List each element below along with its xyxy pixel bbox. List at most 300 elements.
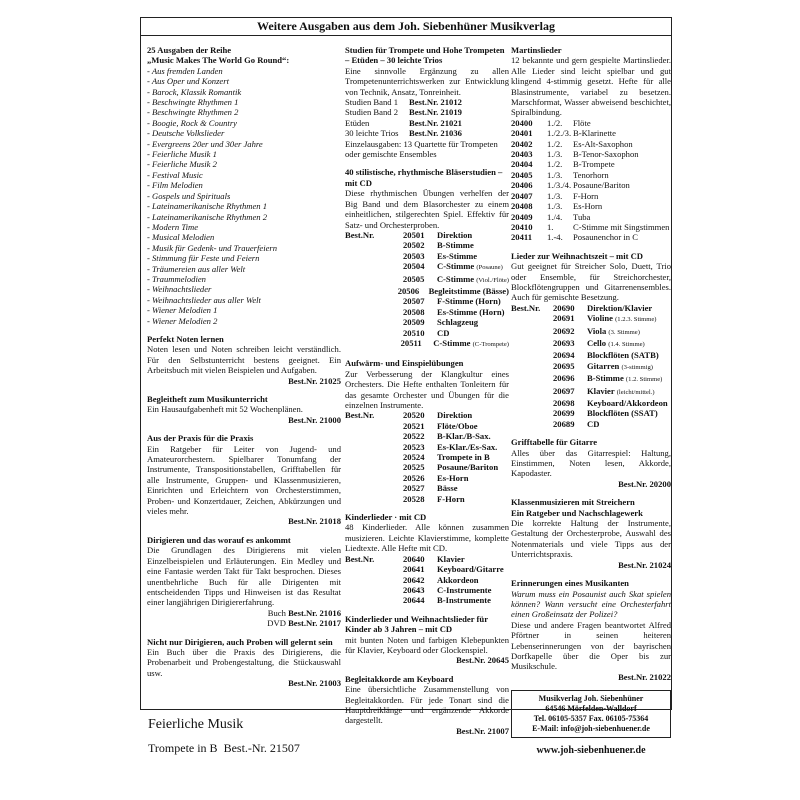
- table-row: [511, 408, 671, 418]
- table-row: [511, 361, 671, 373]
- order-number: Best.Nr. 21022: [618, 671, 671, 682]
- order-label: [345, 338, 401, 350]
- catalog-header: Weitere Ausgaben aus dem Joh. Siebenhüner Musikverlag: [141, 18, 671, 36]
- item-name: Viola (3. Stimme): [587, 325, 640, 336]
- item-name: C-Stimme (C-Trompete): [433, 337, 509, 348]
- order-label: [511, 419, 553, 429]
- edition-label: Etüden: [345, 117, 370, 128]
- order-number: 20410: [511, 221, 533, 232]
- footer-order-line: [148, 741, 300, 756]
- section-text-italic: Warum muss ein Posaunist auch Skat spielen können? Wann versucht eine Orchesterfahrt einen Großeinsatz der Polizei?: [511, 588, 671, 620]
- order-row: [147, 618, 341, 628]
- order-label: Best.Nr.: [345, 553, 375, 564]
- order-label: [511, 398, 553, 408]
- section-text: Die korrekte Haltung der Instrumente, Gestaltung der Orchesterprobe, Auswahl des Notenmaterials und viele Tipps aus der Unterrichtspraxis.: [511, 518, 671, 560]
- item-note: (1.2.3. Stimme): [615, 316, 657, 324]
- instrument-name: Posaune/Bariton: [573, 180, 630, 191]
- table-row: [511, 303, 671, 313]
- order-number: 20643: [403, 584, 425, 595]
- table-row: [511, 139, 671, 149]
- series-subtitle: „Music Makes The World Go Round“:: [147, 55, 290, 66]
- table-row: [345, 251, 509, 261]
- order-number: 20698: [553, 398, 575, 408]
- series-item: - Stimmung für Feste und Feiern: [147, 253, 260, 264]
- klassen-section: [511, 497, 671, 570]
- order-label: [511, 408, 553, 418]
- instrument-name: Tuba: [573, 211, 591, 222]
- table-row: [345, 338, 509, 350]
- voice-parts: 1.-4.: [547, 232, 563, 243]
- order-number: 20508: [403, 306, 425, 317]
- grifftabelle-section: [511, 437, 671, 489]
- order-number: 20403: [511, 149, 533, 160]
- section-text: Alles über das Gitarrespiel: Haltung, Einstimmen, Noten lesen, Akkorde, Kapodaster.: [511, 447, 671, 479]
- order-number: 20525: [403, 462, 425, 473]
- table-row: [345, 585, 509, 595]
- order-number: Best.Nr. 21012: [409, 97, 462, 108]
- voice-parts: 1./2.: [547, 117, 563, 128]
- order-row: [345, 107, 509, 117]
- order-number: 20522: [403, 431, 425, 442]
- order-number: 20404: [511, 159, 533, 170]
- table-row: [345, 230, 509, 240]
- section-title: Begleitheft zum Musikunterricht: [147, 394, 268, 404]
- order-label: [345, 240, 403, 250]
- order-number: 20401: [511, 128, 533, 139]
- series-item: - Weihnachtslieder: [147, 284, 212, 295]
- table-row: [345, 286, 509, 296]
- series-item: - Festival Music: [147, 169, 203, 180]
- table-row: [511, 222, 671, 232]
- series-item: - Feierliche Musik 1: [147, 149, 217, 160]
- publisher-website-link[interactable]: www.joh-siebenhuener.de: [536, 745, 646, 757]
- item-name: B-Stimme: [437, 240, 474, 251]
- section-title: Begleitakkorde am Keyboard: [345, 673, 454, 684]
- series-title: 25 Ausgaben der Reihe: [147, 45, 232, 55]
- order-number: 20501: [403, 229, 425, 240]
- table-row: [345, 274, 509, 286]
- weihnachtszeit-section: [511, 251, 671, 430]
- order-label: Best.Nr.: [345, 229, 375, 240]
- series-item: - Wiener Melodien 1: [147, 305, 218, 316]
- table-row: [511, 118, 671, 128]
- order-number: 20409: [511, 211, 533, 222]
- publisher-line: Tel. 06105-5357 Fax. 06105-75364: [533, 714, 649, 724]
- table-row: [345, 564, 509, 574]
- order-number: 20692: [553, 325, 575, 336]
- instrument-name: B-Trompete: [573, 159, 615, 170]
- item-name: C-Instrumente: [437, 584, 492, 595]
- order-number: 20642: [403, 574, 425, 585]
- series-item: - Modern Time: [147, 221, 199, 232]
- item-name: CD: [437, 327, 450, 338]
- order-number: 20506: [397, 285, 420, 296]
- voice-parts: 1./3.: [547, 190, 563, 201]
- order-label: [345, 274, 403, 286]
- order-row: [147, 608, 341, 618]
- order-label: [345, 431, 403, 441]
- table-row: [511, 212, 671, 222]
- table-row: [511, 149, 671, 159]
- item-name: B-Stimme (1.2. Stimme): [587, 373, 663, 384]
- item-name: Es-Klar./Es-Sax.: [437, 441, 498, 452]
- item-name: B-Klar./B-Sax.: [437, 431, 491, 442]
- section-text: Zur Verbesserung der Klangkultur eines Orchesters. Die Hefte enthalten Tonleitern für das gesamte Orchester und Übungen für die einzelnen Instrumente.: [345, 368, 509, 410]
- section-text: Ein Ratgeber für Leiter von Jugend- und Amateurorchestern. Spielbarer Tonumfang der Instrumente, Transpositionstabellen, Grifftabellen für alle Instrumente, Gruppen- und Klassenmusizieren, Einrichten und Erleichtern von Orchesterstimmen, Proben- und Konzertdauer, Zeichen, Abkürzungen und vieles mehr.: [147, 443, 341, 517]
- section-text: Ein Buch über die Praxis des Dirigierens, die Probenarbeit und Probengestaltung, die Stückauswahl usw.: [147, 646, 341, 678]
- section-title: 40 stilistische, rhythmische Bläserstudien – mit CD: [345, 167, 503, 188]
- item-name: Akkordeon: [437, 574, 479, 585]
- section-title: Klassenmusizieren mit Streichern: [511, 497, 635, 508]
- series-item: - Barock, Klassik Romantik: [147, 86, 242, 97]
- section-note: Einzelausgaben: 13 Quartette für Trompeten oder gemischte Ensembles: [345, 138, 498, 160]
- kinder-table: [345, 554, 509, 606]
- table-row: [345, 442, 509, 452]
- publisher-line: E-Mail: info@joh-siebenhuener.de: [532, 724, 650, 734]
- order-row: [345, 128, 509, 138]
- item-note: (leicht/mittel.): [616, 388, 655, 396]
- item-name: Keyboard/Akkordeon: [587, 398, 668, 408]
- section-text: 12 bekannte und gern gespielte Martinslieder. Alle Lieder sind leicht spielbar und gut klingend 4-stimmig gesetzt. Hefte für alle Blasinstrumente, variabel zu besetzen. Marschformat, Wasser abweisend beschichtet, Spiralbindung.: [511, 55, 671, 118]
- order-number: Best.Nr. 21024: [618, 559, 671, 570]
- order-number: 20526: [403, 472, 425, 483]
- order-number: 20528: [403, 493, 425, 504]
- order-number: 20690: [553, 302, 575, 313]
- table-row: [345, 317, 509, 327]
- table-row: [345, 431, 509, 441]
- table-row: [511, 338, 671, 350]
- footer-order-number: Best.-Nr. 21507: [223, 741, 300, 755]
- table-row: [511, 191, 671, 201]
- martinslieder-section: [511, 45, 671, 243]
- item-note: (3. Stimme): [608, 328, 640, 336]
- order-number: Best.Nr. 21019: [409, 107, 462, 118]
- item-name: Flöte/Oboe: [437, 420, 478, 431]
- item-name: Klavier (leicht/mittel.): [587, 385, 655, 396]
- publisher-line: 64546 Mörfelden-Walldorf: [545, 704, 637, 714]
- section-text: Noten lesen und Noten schreiben leicht verständlich. Für den Selbstunterricht bestens geeignet. Ein Arbeitsbuch mit vielen Beispielen und Aufgaben.: [147, 344, 341, 376]
- order-number: 20400: [511, 117, 533, 128]
- order-label: [511, 338, 553, 350]
- order-number: Best.Nr. 21016: [288, 607, 341, 618]
- item-name: B-Instrumente: [437, 595, 491, 606]
- footer-instrument: Trompete in B: [148, 741, 218, 755]
- studien-section: [345, 45, 509, 159]
- table-row: [511, 419, 671, 429]
- order-number: 20689: [553, 418, 575, 429]
- studien-table: [345, 97, 509, 139]
- table-row: [345, 595, 509, 605]
- order-number: 20511: [400, 337, 422, 348]
- table-row: [511, 313, 671, 325]
- section-text: Eine sinnvolle Ergänzung zu allen Trompetenunterrichtswerken zur Entwicklung von Technik, Ansatz, Tonreinheit.: [345, 65, 509, 97]
- table-row: [345, 410, 509, 420]
- order-number: 20503: [403, 250, 425, 261]
- order-number: 20402: [511, 138, 533, 149]
- table-row: [345, 483, 509, 493]
- item-name: F-Horn: [437, 493, 465, 504]
- kinder-weihnacht-section: [345, 614, 509, 666]
- order-number: 20524: [403, 452, 425, 463]
- order-label: [345, 251, 403, 261]
- table-row: [345, 328, 509, 338]
- item-name: Blockflöten (SSAT): [587, 408, 658, 419]
- order-number: Best.Nr. 20200: [618, 478, 671, 489]
- order-label: [345, 442, 403, 452]
- item-name: Trompete in B: [437, 452, 490, 463]
- weih-table: [511, 303, 671, 429]
- order-number: 20641: [403, 564, 425, 575]
- section-title: Martinslieder: [511, 45, 562, 55]
- item-note: (1.4. Stimme): [608, 340, 645, 348]
- order-label: [345, 452, 403, 462]
- section-text: Eine übersichtliche Zusammenstellung von Begleitakkorden. Für jede Tonart sind die Hauptdreiklänge und ergänzende Akkorde dargestellt.: [345, 684, 509, 726]
- section-title: Aufwärm- und Einspielübungen: [345, 358, 464, 369]
- table-row: [511, 159, 671, 169]
- table-row: [511, 232, 671, 242]
- order-label: [345, 296, 403, 306]
- table-row: [511, 201, 671, 211]
- series-item: - Feierliche Musik 2: [147, 159, 217, 170]
- section-title: Perfekt Noten lernen: [147, 333, 224, 344]
- series-item: - Evergreens 20er und 30er Jahre: [147, 138, 263, 149]
- series-item: - Lateinamerikanische Rhythmen 2: [147, 211, 268, 222]
- voice-parts: 1./4.: [547, 211, 563, 222]
- martin-table: [511, 118, 671, 243]
- section-title: Studien für Trompete und Hohe Trompeten – Etüden – 30 leichte Trios: [345, 45, 505, 66]
- table-row: [345, 473, 509, 483]
- item-name: Gitarren (3-stimmig): [587, 360, 653, 371]
- item-name: C-Stimme (Posaune): [437, 261, 503, 272]
- table-row: [511, 170, 671, 180]
- order-label: Best.Nr.: [511, 302, 541, 313]
- order-number: 20406: [511, 180, 533, 191]
- order-label: [345, 261, 403, 273]
- order-label: [345, 317, 403, 327]
- order-number: Best.Nr. 21036: [409, 128, 462, 139]
- publisher-address-box: [511, 690, 671, 738]
- praxis-section: [147, 433, 341, 527]
- order-label: [345, 462, 403, 472]
- aufwaerm-table: [345, 410, 509, 504]
- table-row: [511, 326, 671, 338]
- item-name: Begleitstimme (Bässe): [428, 285, 509, 296]
- series-item: - Aus Oper und Konzert: [147, 76, 229, 87]
- section-title: Nicht nur Dirigieren, auch Proben will gelernt sein: [147, 636, 333, 647]
- section-subtitle: Ein Ratgeber und Nachschlagewerk: [511, 507, 643, 518]
- order-number: 20523: [403, 441, 425, 452]
- order-label: [511, 373, 553, 385]
- item-name: Violine (1.2.3. Stimme): [587, 313, 657, 324]
- series-item: - Gospels und Spirituals: [147, 190, 231, 201]
- order-number: 20521: [403, 420, 425, 431]
- item-name: Direktion/Klavier: [587, 302, 653, 313]
- series-item: - Film Melodien: [147, 180, 203, 191]
- item-name: Es-Stimme: [437, 250, 478, 261]
- blaeser-section: [345, 167, 509, 350]
- section-title: Kinderlieder und Weihnachtslieder für Kinder ab 3 Jahren – mit CD: [345, 613, 488, 635]
- order-label: [345, 575, 403, 585]
- instrument-name: Es-Alt-Saxophon: [573, 138, 633, 149]
- order-label: [511, 326, 553, 338]
- series-item: - Musik für Gedenk- und Trauerfeiern: [147, 242, 278, 253]
- voice-parts: 1.: [547, 221, 554, 232]
- order-number: 20644: [403, 595, 425, 606]
- section-text: 48 Kinderlieder. Alle können zusammen musizieren. Leichte Klavierstimme, komplette Liedtexte. Alle Hefte mit CD.: [345, 522, 509, 554]
- table-row: [345, 554, 509, 564]
- order-number: Best.Nr. 21021: [409, 117, 462, 128]
- section-title: Aus der Praxis für die Praxis: [147, 433, 254, 444]
- order-row: [345, 118, 509, 128]
- order-label: [345, 564, 403, 574]
- item-name: Direktion: [437, 410, 473, 421]
- order-label: [345, 595, 403, 605]
- order-number: 20691: [553, 313, 575, 324]
- order-number: 20505: [402, 273, 425, 284]
- series-item: - Träumereien aus aller Welt: [147, 263, 246, 274]
- item-note: (Posaune): [476, 264, 503, 272]
- section-title: Kinderlieder · mit CD: [345, 512, 427, 523]
- akkorde-section: [345, 674, 509, 736]
- order-label: [345, 421, 403, 431]
- format-label: DVD: [267, 618, 286, 629]
- voice-parts: 1./3.: [547, 149, 563, 160]
- dirigieren-section: [147, 535, 341, 629]
- table-row: [511, 350, 671, 360]
- column-left: [147, 45, 341, 697]
- item-note: (Viol./Flöte): [476, 276, 509, 284]
- table-row: [511, 398, 671, 408]
- table-row: [511, 386, 671, 398]
- instrument-name: B-Tenor-Saxophon: [573, 149, 639, 160]
- order-label: [511, 386, 553, 398]
- order-label: [345, 473, 403, 483]
- table-row: [345, 494, 509, 504]
- series-item: - Musical Melodien: [147, 232, 215, 243]
- section-title: Grifftabelle für Gitarre: [511, 437, 598, 448]
- order-number: 20502: [403, 240, 425, 251]
- table-row: [345, 261, 509, 273]
- series-item: - Lateinamerikanische Rhythmen 1: [147, 201, 268, 212]
- table-row: [345, 462, 509, 472]
- order-label: Best.Nr.: [345, 410, 375, 421]
- kinderlieder-section: [345, 512, 509, 606]
- order-number: 20694: [553, 350, 575, 361]
- table-row: [511, 128, 671, 138]
- order-label: [345, 328, 403, 338]
- begleitheft-section: [147, 394, 341, 425]
- voice-parts: 1./3.: [547, 201, 563, 212]
- order-number: 20693: [553, 337, 575, 348]
- edition-label: Studien Band 2: [345, 107, 398, 118]
- order-number: 20509: [403, 317, 425, 328]
- series-item: - Weihnachtslieder aus aller Welt: [147, 294, 261, 305]
- item-name: Klavier: [437, 553, 465, 564]
- order-number: 20527: [403, 483, 425, 494]
- series-item: - Deutsche Volkslieder: [147, 128, 225, 139]
- order-row: [345, 97, 509, 107]
- aufwaerm-section: [345, 358, 509, 504]
- item-note: (3-stimmig): [621, 363, 653, 371]
- series-item: - Beschwingte Rhythmen 2: [147, 107, 239, 118]
- order-number: Best.Nr. 21003: [288, 678, 341, 689]
- order-number: Best.Nr. 21025: [288, 375, 341, 386]
- order-number: 20695: [553, 360, 575, 371]
- instrument-name: Tenorhorn: [573, 169, 609, 180]
- series-section: [147, 45, 341, 326]
- order-number: Best.Nr. 20645: [456, 655, 509, 666]
- publisher-line: Musikverlag Joh. Siebenhüner: [538, 694, 644, 704]
- order-number: 20504: [403, 261, 425, 272]
- item-name: Blockflöten (SATB): [587, 350, 659, 361]
- item-name: Es-Stimme (Horn): [437, 306, 505, 317]
- table-row: [511, 373, 671, 385]
- table-row: [345, 575, 509, 585]
- order-label: [511, 361, 553, 373]
- item-name: Es-Horn: [437, 472, 469, 483]
- order-number: 20510: [403, 327, 425, 338]
- section-text: Gut geeignet für Streicher Solo, Duett, Trio oder Ensemble, für Streichorchester, Blockflötengruppen und Gitarrenensembles. Auch für gemischte Besetzung.: [511, 261, 671, 303]
- order-number: 20407: [511, 190, 533, 201]
- blaeser-table: [345, 230, 509, 350]
- table-row: [345, 296, 509, 306]
- series-item: - Beschwingte Rhythmen 1: [147, 97, 239, 108]
- perfekt-section: [147, 334, 341, 386]
- item-note: (1.2. Stimme): [625, 376, 663, 384]
- edition-label: 30 leichte Trios: [345, 128, 399, 139]
- item-name: Cello (1.4. Stimme): [587, 337, 645, 348]
- table-row: [345, 307, 509, 317]
- table-row: [345, 421, 509, 431]
- item-name: Bässe: [437, 483, 458, 494]
- footer-title: Feierliche Musik: [148, 717, 244, 732]
- series-list: [147, 66, 341, 326]
- voice-parts: 1./2.: [547, 159, 563, 170]
- instrument-name: Es-Horn: [573, 201, 603, 212]
- section-title: Lieder zur Weihnachtszeit – mit CD: [511, 250, 643, 261]
- item-name: CD: [587, 418, 600, 429]
- section-text: mit bunten Noten und farbigen Klebepunkten für Klavier, Keyboard oder Glockenspiel.: [345, 634, 509, 655]
- format-label: Buch: [267, 607, 286, 618]
- series-item: - Traummelodien: [147, 273, 206, 284]
- instrument-name: C-Stimme mit Singstimmen: [573, 221, 670, 232]
- section-text: Ein Hausaufgabenheft mit 52 Wochenplänen.: [147, 404, 303, 415]
- order-number: 20411: [511, 232, 533, 243]
- order-label: [345, 307, 403, 317]
- order-label: [511, 313, 553, 325]
- order-label: [345, 483, 403, 493]
- order-number: 20408: [511, 201, 533, 212]
- voice-parts: 1./2.: [547, 138, 563, 149]
- order-label: [345, 286, 398, 296]
- voice-parts: 1./3./4.: [547, 180, 572, 191]
- section-text: Diese rhythmischen Übungen verhelfen der Big Band und dem Blasorchester zu einem einheitlichen, stilgerechten Spiel. Effektiv für Satz- und Orchesterproben.: [345, 188, 509, 230]
- instrument-name: B-Klarinette: [573, 128, 616, 139]
- table-row: [511, 180, 671, 190]
- item-name: C-Stimme (Viol./Flöte): [436, 273, 509, 284]
- section-title: Erinnerungen eines Musikanten: [511, 578, 629, 589]
- table-row: [345, 240, 509, 250]
- item-name: Schlagzeug: [437, 317, 479, 328]
- order-number: 20699: [553, 408, 575, 419]
- instrument-name: F-Horn: [573, 190, 599, 201]
- section-text: Diese und andere Fragen beantwortet Alfred Pförtner in seinen heiteren Lebenserinnerungen von der bayrischen Dorfkapelle über die Oper bis zur Musikschule.: [511, 619, 671, 672]
- order-number: 20507: [403, 296, 425, 307]
- instrument-name: Flöte: [573, 117, 591, 128]
- section-text: Die Grundlagen des Dirigierens mit vielen Einzelbeispielen und Erläuterungen. Ein Medley und eine Fantasie werden Takt für Takt besprochen. Dieses unentbehrliche Buch für alle Dirigenten mit entscheidenden Tipps und Hinweisen ist das Resultat einer langjährigen Dirigiererfahrung.: [147, 545, 341, 608]
- order-number: Best.Nr. 21018: [288, 516, 341, 527]
- order-number: 20697: [553, 385, 575, 396]
